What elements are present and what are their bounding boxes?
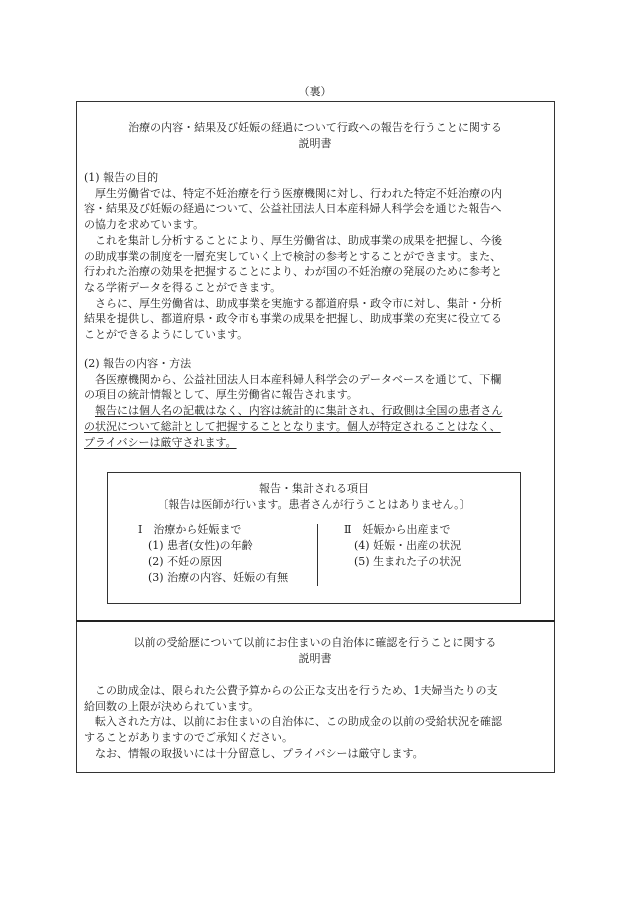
items-group-1 [138,522,288,586]
section-purpose [84,170,544,343]
purpose-paragraph-2-line-4: なる学術データを得ることができます。 [84,280,282,294]
purpose-paragraph-1-line-2: 容・結果及び妊娠の経過について、公益社団法人日本産科婦人科学会を通じた報告へ [84,202,502,216]
notice2-body [84,683,544,762]
method-paragraph-1-line-2: の項目の統計情報として、厚生労働省に報告されます。 [84,388,358,402]
purpose-paragraph-2-line-2: の助成事業の制度を一層充実していく上で検討の参考とすることができます。また、 [84,249,502,263]
items-group-2-item: (5) 生まれた子の状況 [354,555,462,568]
page-label: （裏） [298,85,332,98]
notice2-title-line1: 以前の受給歴について以前にお住まいの自治体に確認を行うことに関する [133,636,497,649]
purpose-paragraph-3-line-3: ことができるようにしています。 [84,328,249,342]
section-divider [76,620,555,622]
reported-items-note: 〔報告は医師が行います。患者さんが行うことはありません。〕 [157,498,471,511]
notice2-paragraph-1-line-1: この助成金は、限られた公費予算からの公正な支出を行うため、1夫婦当たりの支 [95,684,498,697]
notice2-title-line2: 説明書 [298,652,332,665]
purpose-paragraph-3-line-2: 結果を提供し、都道府県・政令市も事業の成果を把握し、助成事業の充実に役立てる [84,312,502,326]
reported-items-title: 報告・集計される項目 [259,482,369,495]
items-group-1-item: (1) 患者(女性)の年齢 [148,539,253,552]
items-group-2-item: (4) 妊娠・出産の状況 [354,539,462,552]
notice2-paragraph-3-line-1: なお、情報の取扱いには十分留意し、プライバシーは厳守します。 [95,746,424,760]
purpose-paragraph-3-line-1: さらに、厚生労働省は、助成事業を実施する都道府県・政令市に対し、集計・分析 [95,296,502,310]
items-group-1-item: (2) 不妊の原因 [148,555,223,568]
items-group-2-heading: Ⅱ 妊娠から出産まで [344,523,451,536]
purpose-paragraph-2-line-3: 行われた治療の効果を把握することにより、わが国の不妊治療の発展のために参考と [84,265,502,279]
purpose-paragraph-1-line-1: 厚生労働省では、特定不妊治療を行う医療機関に対し、行われた特定不妊治療の内 [95,186,502,200]
section-purpose-heading: (1) 報告の目的 [84,171,159,184]
items-group-1-item: (3) 治療の内容、妊娠の有無 [148,571,289,584]
method-privacy-line-2: の状況について総計として把握することとなります。個人が特定されることはなく、 [84,419,501,433]
items-group-2 [344,522,461,570]
items-group-1-heading: Ⅰ 治療から妊娠まで [138,523,242,536]
notice1-title-line1: 治療の内容・結果及び妊娠の経過について行政への報告を行うことに関する [128,121,502,134]
notice2-paragraph-2-line-1: 転入された方は、以前にお住まいの自治体に、この助成金の以前の受給状況を確認 [95,715,502,729]
items-column-divider [317,524,318,586]
notice1-title [0,120,630,152]
method-privacy-line-3: プライバシーは厳守されます。 [84,435,237,449]
notice2-paragraph-2-line-2: することがありますのでご承知ください。 [84,731,293,745]
method-paragraph-1-line-1: 各医療機関から、公益社団法人日本産科婦人科学会のデータベースを通じて、下欄 [95,372,502,386]
notice2-paragraph-1-line-2: 給回数の上限が決められています。 [84,699,260,713]
method-privacy-line-1: 報告には個人名の記載はなく、内容は統計的に集計され、行政側は全国の患者さん [95,404,503,418]
notice2-title [0,635,630,667]
purpose-paragraph-1-line-3: の協力を求めています。 [84,218,205,232]
notice1-title-line2: 説明書 [298,137,332,150]
section-method-heading: (2) 報告の内容・方法 [84,357,192,370]
section-method [84,356,544,450]
purpose-paragraph-2-line-1: これを集計し分析することにより、厚生労働省は、助成事業の成果を把握し、今後 [95,233,502,247]
